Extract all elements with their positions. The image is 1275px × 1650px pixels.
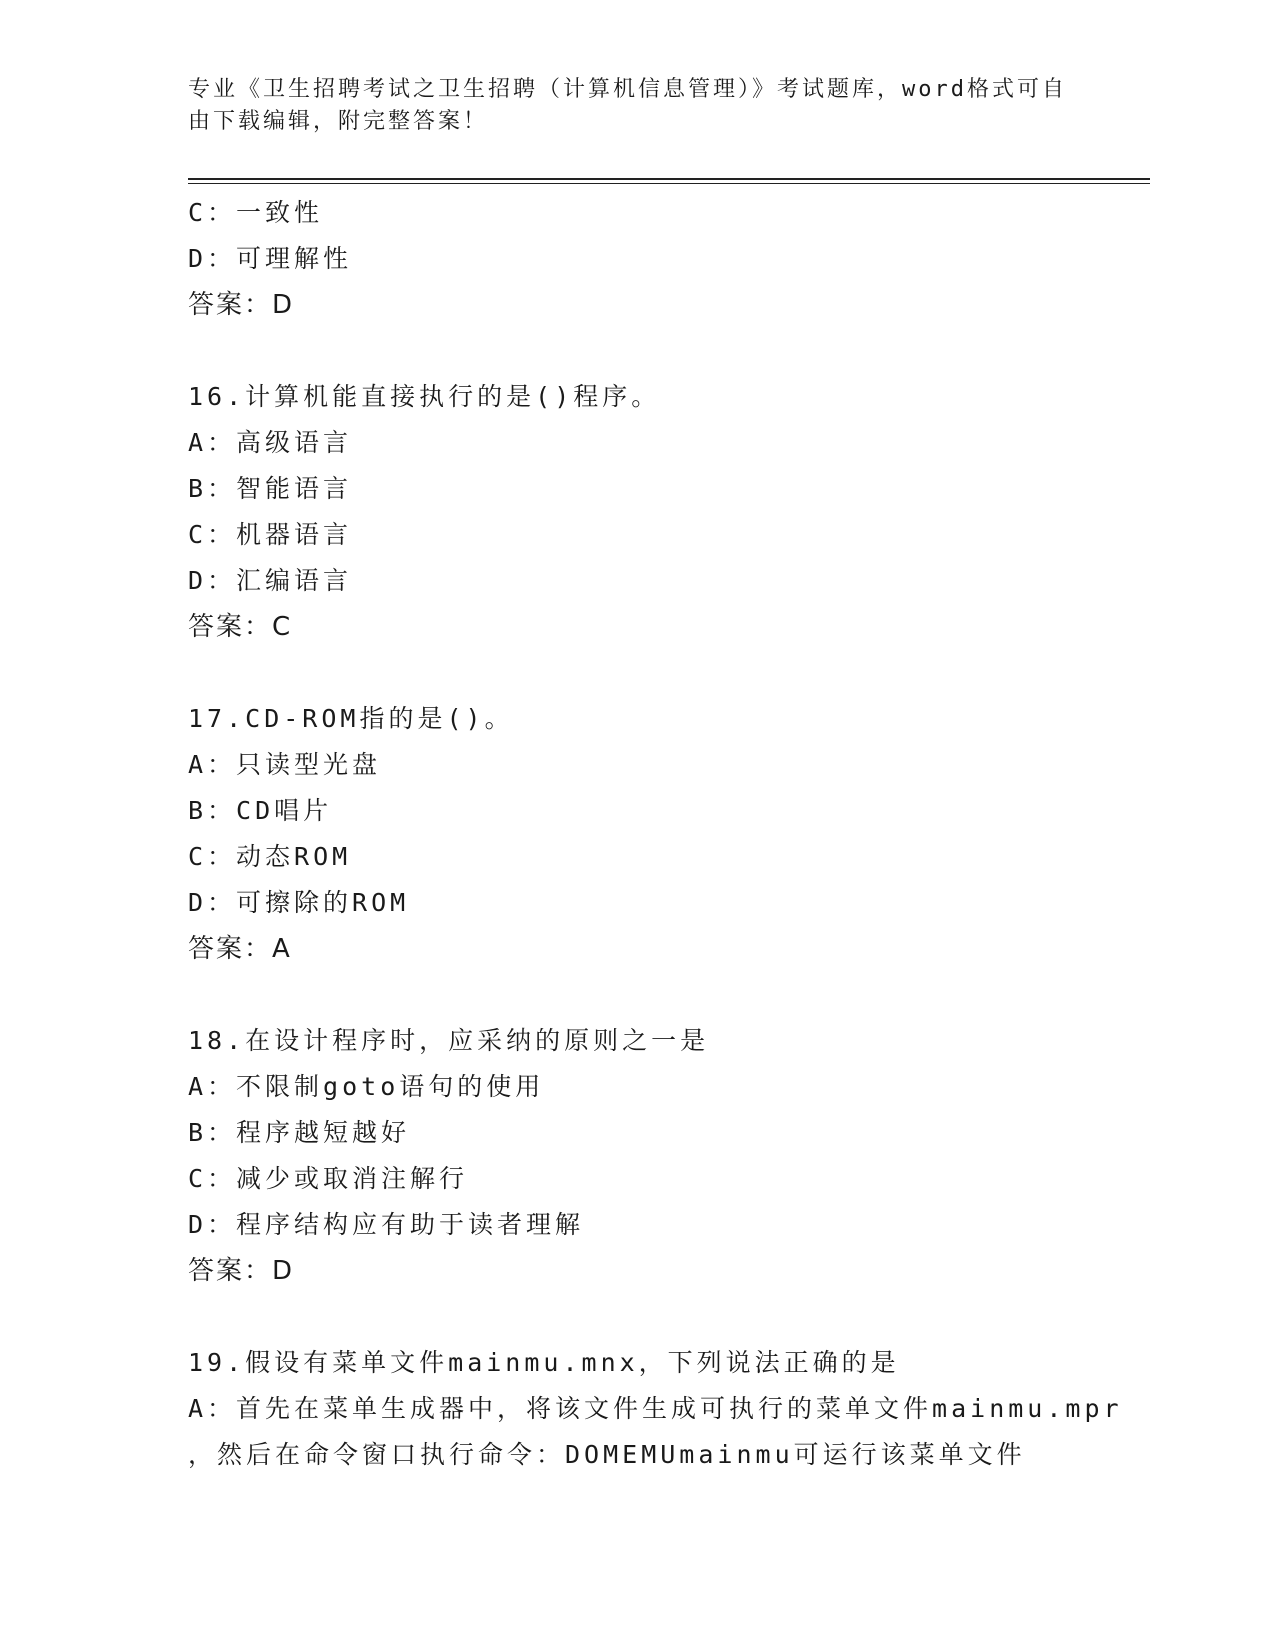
question-stem: 16.计算机能直接执行的是()程序。 — [188, 382, 661, 411]
question-19 — [188, 1340, 1148, 1478]
option-d: D：可擦除的ROM — [188, 888, 410, 917]
question-stem: 17.CD-ROM指的是()。 — [188, 704, 514, 733]
answer-line: 答案：A — [188, 934, 292, 964]
answer-line: 答案：C — [188, 612, 293, 642]
option-a-line-2: ，然后在命令窗口执行命令：DOMEMUmainmu可运行该菜单文件 — [188, 1440, 1026, 1469]
answer-line: 答案：D — [188, 290, 295, 320]
header-line-1: 专业《卫生招聘考试之卫生招聘（计算机信息管理）》考试题库，word格式可自 — [188, 77, 1067, 102]
option-d: D：可理解性 — [188, 244, 353, 273]
option-a: A：只读型光盘 — [188, 750, 382, 779]
answer-line: 答案：D — [188, 1256, 295, 1286]
question-stem: 19.假设有菜单文件mainmu.mnx，下列说法正确的是 — [188, 1348, 900, 1377]
option-c: C：动态ROM — [188, 842, 352, 871]
spacer — [188, 650, 1148, 696]
question-18 — [188, 1018, 1148, 1294]
option-d: D：程序结构应有助于读者理解 — [188, 1210, 585, 1239]
question-stem: 18.在设计程序时，应采纳的原则之一是 — [188, 1026, 710, 1055]
document-body — [188, 190, 1148, 1478]
page-header — [188, 74, 1068, 138]
option-c: C：一致性 — [188, 198, 324, 227]
option-b: B：程序越短越好 — [188, 1118, 411, 1147]
question-15-tail — [188, 190, 1148, 328]
spacer — [188, 972, 1148, 1018]
header-line-2: 由下载编辑，附完整答案！ — [188, 109, 489, 134]
spacer — [188, 1294, 1148, 1340]
option-c: C：机器语言 — [188, 520, 353, 549]
question-16 — [188, 374, 1148, 650]
option-b: B：CD唱片 — [188, 796, 333, 825]
question-17 — [188, 696, 1148, 972]
option-a: A：不限制goto语句的使用 — [188, 1072, 545, 1101]
spacer — [188, 328, 1148, 374]
header-divider — [188, 178, 1150, 184]
option-d: D：汇编语言 — [188, 566, 353, 595]
option-a-line-1: A：首先在菜单生成器中，将该文件生成可执行的菜单文件mainmu.mpr — [188, 1394, 1123, 1423]
option-a: A：高级语言 — [188, 428, 353, 457]
option-b: B：智能语言 — [188, 474, 353, 503]
option-c: C：减少或取消注解行 — [188, 1164, 469, 1193]
